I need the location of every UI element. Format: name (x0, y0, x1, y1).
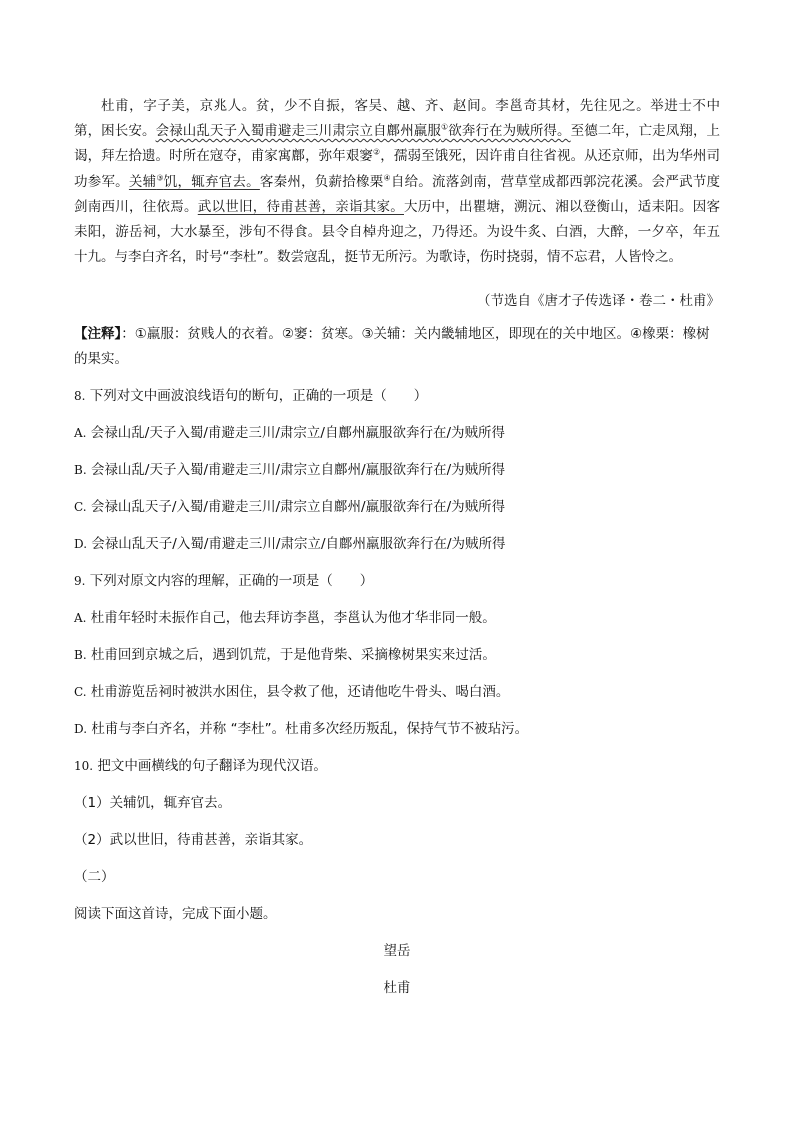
underlined-text: 饥，辄弃官去。 (163, 173, 260, 190)
question-stem: 下列对文中画波浪线语句的断句，正确的一项是（ ） (89, 388, 428, 405)
option-text: 会禄山乱/天子入蜀/甫避走三川/肃宗立/自鄜州羸服欲奔行在/为贼所得 (90, 425, 506, 442)
question-9 (74, 569, 720, 594)
notes-label: 【注释】 (74, 326, 122, 343)
underlined-sentence-2: 武以世旧，待甫甚善，亲诣其家。 (197, 198, 404, 215)
q8-option-d (74, 532, 720, 557)
item-number: （2） (74, 832, 110, 849)
q10-item-1 (74, 791, 720, 816)
question-10 (74, 754, 720, 779)
passage-text: 自给。流落剑南，营草堂成都西郭浣花溪。会严武节度剑南西川，往依焉。 (74, 173, 721, 215)
option-letter: A. (74, 426, 87, 441)
passage-text: ，孺弱至饿死，因许甫自往省视。从还京师，出为华州司功参军。 (74, 148, 721, 190)
q10-item-2 (74, 828, 720, 853)
section-instruction: 阅读下面这首诗，完成下面小题。 (74, 906, 277, 923)
footnote-marker-1: ① (441, 122, 449, 132)
footnote-marker-2: ② (373, 147, 381, 157)
option-text: 会禄山乱天子/入蜀/甫避走三川/肃宗立自鄜州/羸服欲奔行在/为贼所得 (90, 499, 506, 516)
wavy-text: 会禄山乱天子入蜀甫避走三川肃宗立自鄜州羸服 (155, 123, 441, 140)
option-letter: C. (74, 500, 87, 515)
question-number: 10. (74, 759, 94, 774)
option-letter: B. (74, 648, 87, 663)
q9-option-c (74, 680, 720, 705)
footnote-marker-4: ④ (383, 173, 391, 183)
option-text: 杜甫游览岳祠时被洪水困住，县令救了他，还请他吃牛骨头、喝白酒。 (90, 684, 510, 701)
option-letter: D. (74, 537, 88, 552)
q9-option-a (74, 606, 720, 631)
passage-text: 至德二年，亡走凤翔，上谒，拜左拾遗。时所在寇夺，甫家寓鄜，弥年艰窭 (74, 123, 721, 165)
option-text: 杜甫年轻时未振作自己，他去拜访李邕，李邕认为他才华非同一般。 (90, 610, 496, 627)
q9-option-b (74, 643, 720, 668)
source-citation: （节选自《唐才子传选译・卷二・杜甫》 (477, 293, 720, 310)
wavy-text-end: 欲奔行在为贼所得。 (448, 123, 571, 140)
annotation-notes (74, 322, 720, 372)
underlined-sentence-1 (129, 174, 260, 190)
wavy-underlined-sentence (156, 123, 571, 139)
option-text: 杜甫与李白齐名，并称 “李杜”。杜甫多次经历叛乱，保持气节不被玷污。 (91, 721, 529, 738)
question-stem: 把文中画横线的句子翻译为现代汉语。 (97, 758, 327, 775)
q9-option-d (74, 717, 720, 742)
passage-text: 杜甫，字子美，京兆人。贫，少不自振，客吴、越、齐、赵间。李邕奇其材，先往见之。举进士不中第，困长安。 (74, 98, 720, 140)
q8-option-a (74, 421, 720, 446)
poem-author: 杜甫 (383, 980, 411, 997)
passage-text: 客秦州，负薪拾橡栗 (259, 173, 384, 190)
question-stem: 下列对原文内容的理解，正确的一项是（ ） (89, 573, 374, 590)
option-letter: D. (74, 722, 88, 737)
question-number: 9. (74, 574, 86, 589)
underlined-text: 关辅 (128, 173, 157, 190)
question-8 (74, 384, 720, 409)
passage-paragraph (74, 94, 720, 270)
section-heading: （二） (74, 869, 115, 886)
poem-title: 望岳 (383, 943, 411, 960)
notes-text: ：①羸服：贫贱人的衣着。②窭：贫寒。③关辅：关内畿辅地区，即现在的关中地区。④橡栗：橡树的果实。 (74, 326, 710, 368)
question-number: 8. (74, 389, 86, 404)
option-letter: B. (74, 463, 87, 478)
option-text: 杜甫回到京城之后，遇到饥荒，于是他背柴、采摘橡树果实来过活。 (90, 647, 496, 664)
item-text: 关辅饥，辄弃官去。 (109, 795, 232, 812)
q8-option-c (74, 495, 720, 520)
document-page (74, 94, 720, 1001)
footnote-marker-3: ③ (156, 173, 164, 183)
item-number: （1） (74, 795, 110, 812)
item-text: 武以世旧，待甫甚善，亲诣其家。 (109, 832, 313, 849)
q8-option-b (74, 458, 720, 483)
option-letter: A. (74, 611, 87, 626)
option-text: 会禄山乱/天子入蜀/甫避走三川/肃宗立自鄜州/羸服欲奔行在/为贼所得 (90, 462, 506, 479)
option-text: 会禄山乱天子/入蜀/甫避走三川/肃宗立/自鄜州羸服欲奔行在/为贼所得 (91, 536, 506, 553)
option-letter: C. (74, 685, 87, 700)
passage-text: 大历中，出瞿塘，溯沅、湘以登衡山，适耒阳。因客耒阳，游岳祠，大水暴至，涉旬不得食。县令自棹舟迎之，乃得还。为设牛炙、白酒，大醉，一夕卒，年五十九。与李白齐名，时号“李杜”。数尝寇乱，挺节无所污。为歌诗，伤时挠弱，情不忘君，人皆怜之。 (74, 198, 720, 266)
